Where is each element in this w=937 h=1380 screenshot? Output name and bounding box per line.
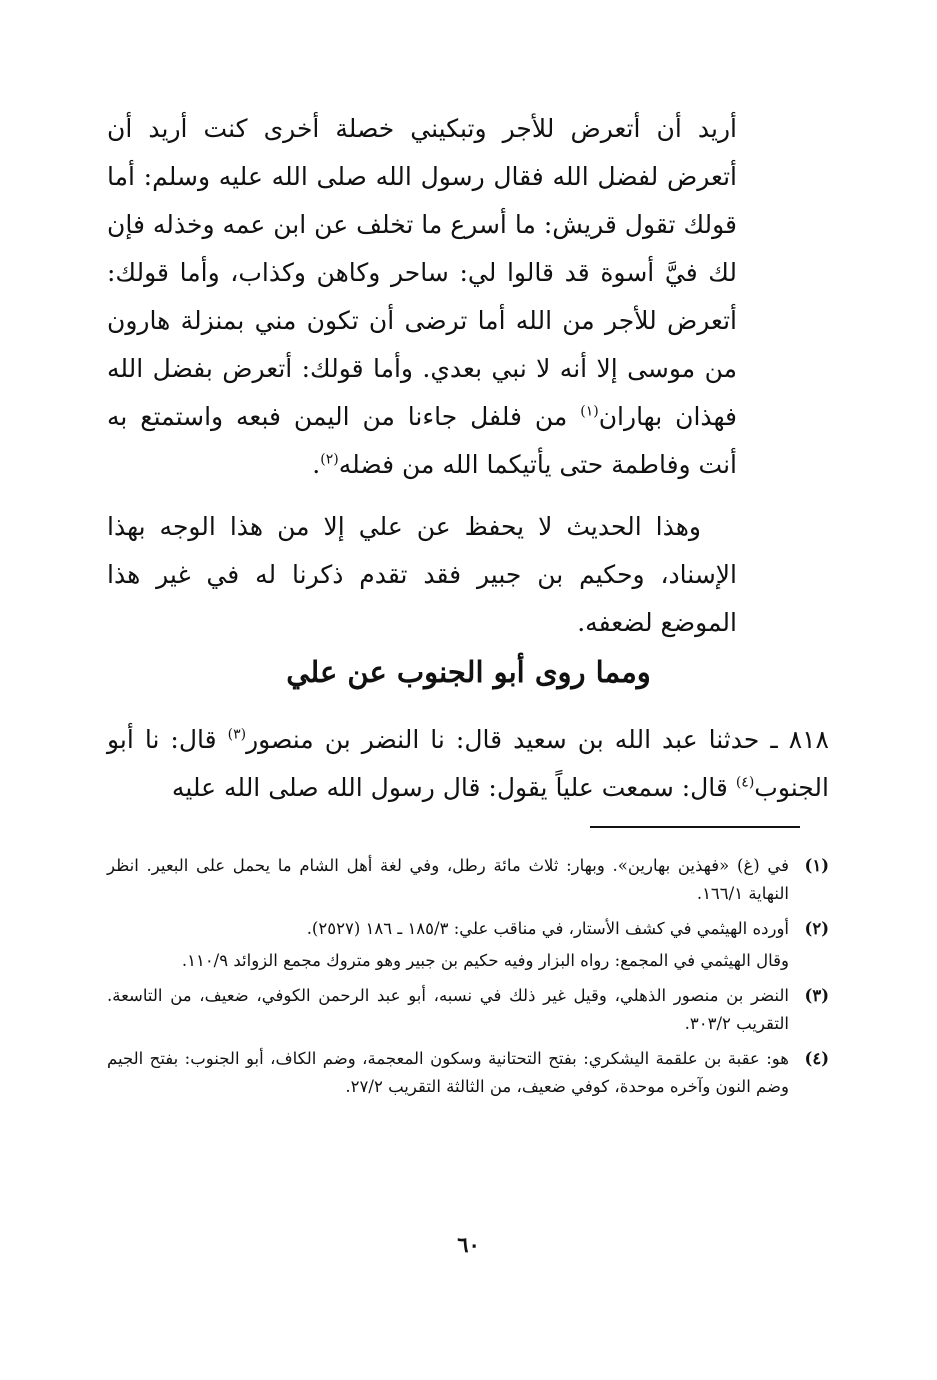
hadith-text-b: قال: نا أبو الجنوب	[107, 725, 829, 802]
footnote-4	[107, 1045, 829, 1101]
footnote-ref-1: (١)	[580, 403, 599, 420]
footnote-body	[107, 915, 789, 975]
footnote-line: في (غ) «فهذين بهارين». وبهار: ثلاث مائة رطل، وفي لغة أهل الشام ما يحمل على البعير. انظر النهاية ١٦٦/١.	[107, 856, 789, 903]
footnote-line: وقال الهيثمي في المجمع: رواه البزار وفيه حكيم بن جبير وهو متروك مجمع الزوائد ١١٠/٩.	[181, 951, 789, 970]
main-text-block	[107, 105, 737, 647]
footnote-body	[107, 1045, 789, 1101]
footnotes-block	[107, 852, 829, 1108]
footnote-2	[107, 915, 829, 975]
footnote-ref-3: (٣)	[227, 726, 247, 743]
footnote-separator	[590, 826, 800, 828]
main-paragraph-1-end: .	[312, 450, 321, 479]
hadith-text-a: ـ حدثنا عبد الله بن سعيد قال: نا النضر بن منصور	[246, 725, 789, 754]
section-heading: ومما روى أبو الجنوب عن علي	[286, 655, 651, 689]
hadith-number: ٨١٨	[788, 725, 829, 754]
footnote-line: أورده الهيثمي في كشف الأستار، في مناقب علي: ١٨٥/٣ ـ ١٨٦ (٢٥٢٧).	[306, 919, 789, 938]
footnote-1	[107, 852, 829, 908]
footnote-number: (٢)	[804, 919, 829, 938]
footnote-body	[107, 982, 789, 1038]
footnote-ref-2: (٢)	[320, 451, 339, 468]
main-paragraph-1	[107, 105, 737, 489]
hadith-818	[107, 716, 829, 812]
footnote-line: النضر بن منصور الذهلي، وقيل غير ذلك في نسبه، أبو عبد الرحمن الكوفي، ضعيف، من التاسعة. التقريب ٣٠٣/٢.	[107, 986, 789, 1033]
footnote-number: (١)	[804, 856, 829, 875]
footnote-number: (٤)	[804, 1049, 829, 1068]
footnote-ref-4: (٤)	[735, 774, 755, 791]
page-number: ٦٠	[457, 1232, 480, 1257]
footnote-body	[107, 852, 789, 908]
footnote-3	[107, 982, 829, 1038]
footnote-line: هو: عقبة بن علقمة اليشكري: بفتح التحتانية وسكون المعجمة، وضم الكاف، أبو الجنوب: بفتح الجيم وضم النون وآخره موحدة، كوفي ضعيف، من الثالثة التقريب ٢٧/٢.	[107, 1049, 789, 1096]
main-paragraph-2: وهذا الحديث لا يحفظ عن علي إلا من هذا الوجه بهذا الإسناد، وحكيم بن جبير فقد تقدم ذكرنا له في غير هذا الموضع لضعفه.	[107, 512, 737, 637]
main-paragraph-1-text-a: أريد أن أتعرض للأجر وتبكيني خصلة أخرى كنت أريد أن أتعرض لفضل الله فقال رسول الله صلى الله عليه وسلم: أما قولك تقول قريش: ما أسرع ما تخلف عن ابن عمه وخذله فإن لك فيَّ أسوة قد قالوا لي: ساحر وكاهن وكذاب، وأما قولك: أتعرض للأجر من الله أما ترضى أن تكون مني بمنزلة هارون من موسى إلا أنه لا نبي بعدي. وأما قولك: أتعرض بفضل الله فهذان بهاران	[107, 114, 737, 431]
footnote-number: (٣)	[804, 986, 829, 1005]
main-paragraph-1-text-b: من فلفل جاءنا من اليمن فبعه واستمتع به أنت وفاطمة حتى يأتيكما الله من فضله	[107, 402, 737, 479]
hadith-text-c: قال: سمعت علياً يقول: قال رسول الله صلى الله عليه	[171, 773, 736, 802]
